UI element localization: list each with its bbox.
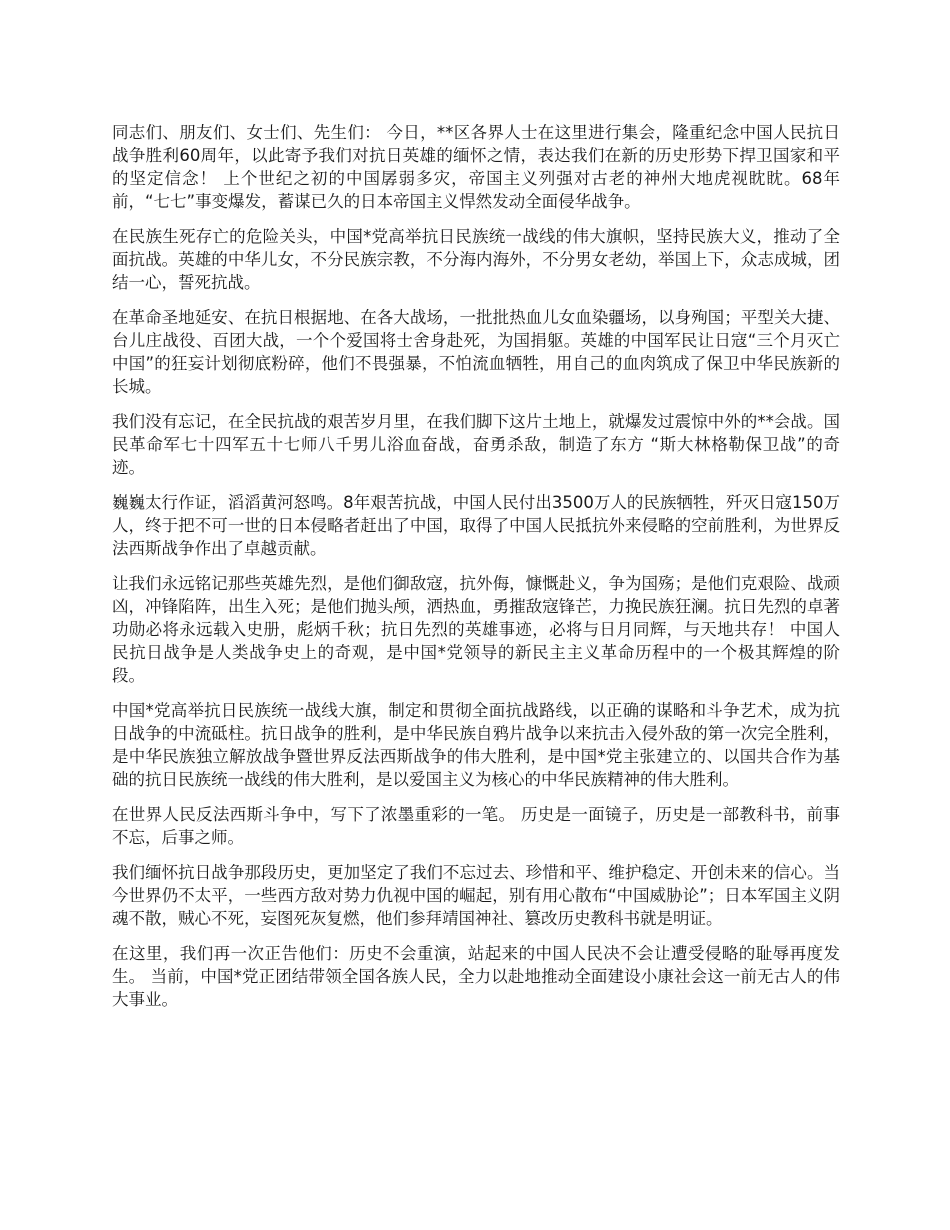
paragraph-2: 在民族生死存亡的危险关头，中国*党高举抗日民族统一战线的伟大旗帜，坚持民族大义，推动了全面抗战。英雄的中华儿女，不分民族宗教，不分海内海外，不分男女老幼，举国上下，众志成城，团结一心，誓死抗战。: [112, 227, 840, 292]
paragraph-4: 我们没有忘记，在全民抗战的艰苦岁月里，在我们脚下这片土地上，就爆发过震惊中外的**会战。国民革命军七十四军五十七师八千男儿浴血奋战，奋勇杀敌，制造了东方 “斯大林格勒保卫战”的奇迹。: [112, 412, 840, 477]
paragraph-10: 在这里，我们再一次正告他们：历史不会重演，站起来的中国人民决不会让遭受侵略的耻辱再度发生。 当前，中国*党正团结带领全国各族人民，全力以赴地推动全面建设小康社会这一前无古人的伟大事业。: [112, 944, 840, 1009]
paragraph-7: 中国*党高举抗日民族统一战线大旗，制定和贯彻全面抗战路线，以正确的谋略和斗争艺术，成为抗日战争的中流砥柱。抗日战争的胜利，是中华民族自鸦片战争以来抗击入侵外敌的第一次完全胜利，是中华民族独立解放战争暨世界反法西斯战争的伟大胜利，是中国*党主张建立的、以国共合作为基础的抗日民族统一战线的伟大胜利，是以爱国主义为核心的中华民族精神的伟大胜利。: [112, 701, 840, 789]
paragraph-9: 我们缅怀抗日战争那段历史，更加坚定了我们不忘过去、珍惜和平、维护稳定、开创未来的信心。当今世界仍不太平，一些西方敌对势力仇视中国的崛起，别有用心散布“中国威胁论”；日本军国主义阴魂不散，贼心不死，妄图死灰复燃，他们参拜靖国神社、篡改历史教科书就是明证。: [112, 863, 840, 928]
paragraph-8: 在世界人民反法西斯斗争中，写下了浓墨重彩的一笔。 历史是一面镜子，历史是一部教科书，前事不忘，后事之师。: [112, 805, 840, 847]
paragraph-1: 同志们、朋友们、女士们、先生们： 今日，**区各界人士在这里进行集会，隆重纪念中国人民抗日战争胜利60周年，以此寄予我们对抗日英雄的缅怀之情，表达我们在新的历史形势下捍卫国家和平的坚定信念！ 上个世纪之初的中国孱弱多灾，帝国主义列强对古老的神州大地虎视眈眈。68年前，“七七”事变爆发，蓄谋已久的日本帝国主义悍然发动全面侵华战争。: [112, 123, 840, 211]
paragraph-3: 在革命圣地延安、在抗日根据地、在各大战场，一批批热血儿女血染疆场，以身殉国；平型关大捷、台儿庄战役、百团大战，一个个爱国将士舍身赴死，为国捐躯。英雄的中国军民让日寇“三个月灭亡中国”的狂妄计划彻底粉碎，他们不畏强暴，不怕流血牺牲，用自己的血肉筑成了保卫中华民族新的长城。: [112, 308, 840, 396]
paragraph-5: 巍巍太行作证，滔滔黄河怒鸣。8年艰苦抗战，中国人民付出3500万人的民族牺牲，歼灭日寇150万人，终于把不可一世的日本侵略者赶出了中国，取得了中国人民抵抗外来侵略的空前胜利，为世界反法西斯战争作出了卓越贡献。: [112, 493, 840, 558]
paragraph-6: 让我们永远铭记那些英雄先烈，是他们御敌寇，抗外侮，慷慨赴义，争为国殇；是他们克艰险、战顽凶，冲锋陷阵，出生入死；是他们抛头颅，洒热血，勇摧敌寇锋芒，力挽民族狂澜。抗日先烈的卓著功勋必将永远载入史册，彪炳千秋；抗日先烈的英雄事迹，必将与日月同辉，与天地共存！ 中国人民抗日战争是人类战争史上的奇观，是中国*党领导的新民主主义革命历程中的一个极其辉煌的阶段。: [112, 574, 840, 685]
document-body: [112, 121, 840, 1023]
